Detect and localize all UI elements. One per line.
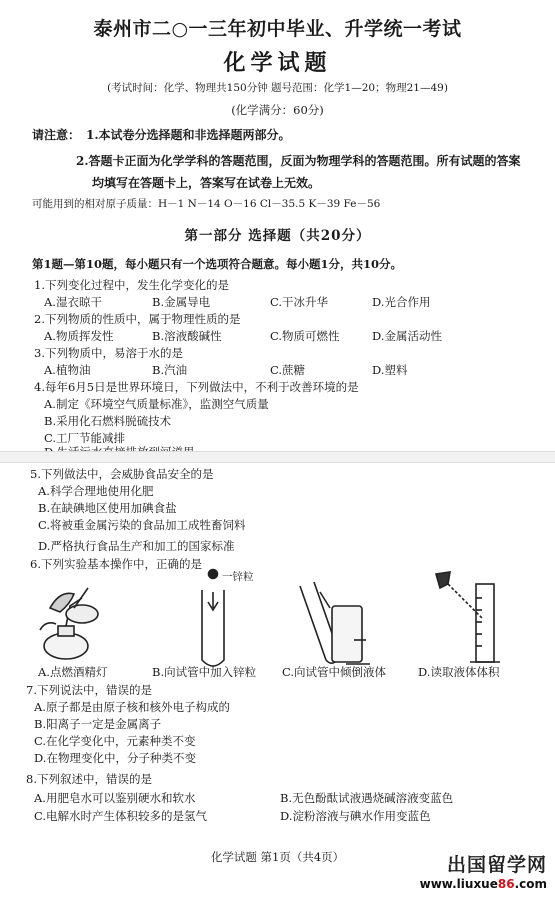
- option: C.在化学变化中，元素种类不变: [34, 734, 196, 748]
- option: C.蔗糖: [270, 363, 306, 377]
- option: C.干冰升华: [270, 295, 329, 309]
- watermark-url[interactable]: www.liuxue86.com: [419, 877, 547, 891]
- option: B.向试管中加入锌粒: [152, 665, 257, 679]
- question-stem: 8.下列叙述中，错误的是: [26, 772, 152, 786]
- option: B.溶液酸碱性: [152, 329, 222, 343]
- atomic-masses: 可能用到的相对原子质量：H－1 N－14 O－16 Cl－35.5 K－39 Fe－56: [32, 198, 381, 210]
- option: A.物质挥发性: [44, 329, 114, 343]
- question-stem: 4.每年6月5日是世界环境日，下列做法中，不利于改善环境的是: [34, 380, 359, 394]
- option: A.用肥皂水可以鉴别硬水和软水: [34, 791, 196, 805]
- option: A.制定《环境空气质量标准》，监测空气质量: [44, 397, 269, 411]
- option: C.电解水时产生体积较多的是氢气: [34, 809, 208, 823]
- site-watermark: [420, 850, 547, 891]
- option: D.淀粉溶液与碘水作用变蓝色: [280, 809, 431, 823]
- option: A.点燃酒精灯: [38, 665, 108, 679]
- option: D.读取液体体积: [418, 665, 500, 679]
- subject-title: 化学试题: [223, 50, 332, 76]
- note-2b: 均填写在答题卡上，答案写在试卷上无效。: [92, 176, 321, 190]
- test-tube-zinc-figure: [202, 570, 224, 667]
- option: B.在缺碘地区使用加碘食盐: [38, 501, 177, 515]
- note-2a: 2.答题卡正面为化学学科的答题范围，反面为物理学科的答题范围。所有试题的答案: [76, 154, 521, 168]
- exam-title: 泰州市二○一三年初中毕业、升学统一考试: [93, 18, 462, 40]
- note-1: 1.本试卷分选择题和非选择题两部分。: [86, 128, 291, 142]
- page-footer: 化学试题 第1页（共4页）: [210, 850, 345, 864]
- alcohol-lamp-figure: [40, 588, 98, 659]
- option: D.在物理变化中，分子种类不变: [34, 751, 196, 765]
- option: A.湿衣晾干: [44, 295, 102, 309]
- option: D.金属活动性: [372, 329, 442, 343]
- notes-label: 请注意：: [32, 128, 81, 142]
- option: C.向试管中倾倒液体: [282, 665, 387, 679]
- page-seam: [0, 451, 555, 463]
- option: B.阳离子一定是金属离子: [34, 717, 162, 731]
- option: B.无色酚酞试液遇烧碱溶液变蓝色: [280, 791, 454, 805]
- option: C.工厂节能减排: [44, 431, 126, 445]
- option: A.植物油: [44, 363, 91, 377]
- option: B.金属导电: [152, 295, 211, 309]
- pouring-liquid-figure: [300, 582, 370, 664]
- question-stem: 3.下列物质中，易溶于水的是: [34, 346, 183, 360]
- question-stem: 1.下列变化过程中，发生化学变化的是: [34, 278, 229, 292]
- option: C.将被重金属污染的食品加工成牲畜饲料: [38, 518, 246, 532]
- option: D.严格执行食品生产和加工的国家标准: [38, 539, 235, 553]
- section-heading: 第一部分 选择题（共20分）: [184, 228, 371, 244]
- section-instruction: 第1题—第10题，每小题只有一个选项符合题意。每小题1分，共10分。: [32, 257, 403, 271]
- zinc-label: 一锌粒: [222, 571, 254, 583]
- option: B.采用化石燃料脱硫技术: [44, 414, 172, 428]
- option: D.塑料: [372, 363, 408, 377]
- lab-figures: [30, 568, 525, 668]
- measuring-cylinder-figure: [436, 572, 500, 662]
- question-stem: 5.下列做法中，会威胁食品安全的是: [30, 467, 214, 481]
- exam-info: (考试时间：化学、物理共150分钟 题号范围：化学1—20；物理21—49): [107, 82, 448, 94]
- question-stem: 6.下列实验基本操作中，正确的是: [30, 557, 202, 571]
- option: D.光合作用: [372, 295, 431, 309]
- question-stem: 7.下列说法中，错误的是: [26, 683, 152, 697]
- option: B.汽油: [152, 363, 188, 377]
- option: A.原子都是由原子核和核外电子构成的: [34, 700, 230, 714]
- question-stem: 2.下列物质的性质中，属于物理性质的是: [34, 312, 241, 326]
- score-info: (化学满分：60分): [231, 103, 324, 117]
- watermark-brand: 出国留学网: [446, 854, 547, 876]
- option: A.科学合理地使用化肥: [38, 484, 154, 498]
- option: C.物质可燃性: [270, 329, 340, 343]
